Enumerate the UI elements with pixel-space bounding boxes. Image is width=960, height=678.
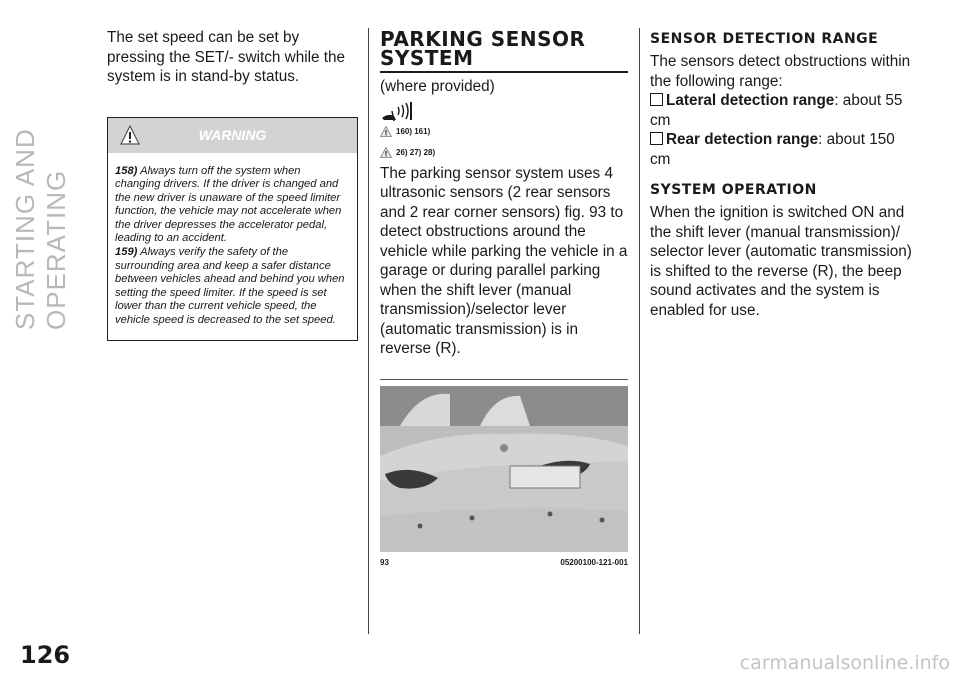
section-heading: PARKING SENSOR SYSTEM: [380, 30, 628, 73]
warning-header: [108, 118, 357, 153]
parking-sensor-icon: [380, 101, 414, 123]
range-label: Lateral detection range: [666, 92, 835, 109]
checkbox-bullet-icon: [650, 93, 663, 106]
warning-item-number: 159): [115, 246, 138, 259]
icon-row: [380, 101, 630, 123]
column-middle: [380, 28, 630, 567]
intro-paragraph: The set speed can be set by pressing the SET/- switch while the system is in stand-by status.: [107, 29, 346, 85]
warning-item-text: Always turn off the system when changing drivers. If the driver is changed and the new driver is unaware of the speed limiter function, the vehicle may not accelerate when the driver depresses the accelerator pedal, leading to an accident.: [115, 164, 342, 245]
description-paragraph: The parking sensor system uses 4 ultrasonic sensors (2 rear sensors and 2 rear corner sensors) fig. 93 to detect obstructions around the vehicle while parking the vehicle in a garage or during parallel parking when the shift lever (manual transmission)/selector lever (automatic transmission) is in reverse (R).: [380, 164, 628, 357]
where-provided-note: (where provided): [380, 78, 495, 95]
warning-item-text: Always verify the safety of the surrounding area and keep a safer distance between vehicles ahead and behind you when setting the speed limiter. If the speed is set lower than the current vehicle speed, the vehicle speed is decreased to the set speed.: [115, 246, 345, 327]
warning-triangle-icon: [120, 125, 140, 145]
figure-number: 93: [380, 557, 389, 567]
intro-paragraph: The sensors detect obstructions within the following range:: [650, 53, 911, 90]
caution-triangle-icon: [380, 147, 392, 158]
page-number: 126: [20, 641, 71, 669]
section-heading: SYSTEM OPERATION: [650, 182, 817, 198]
section-side-title: STARTING AND OPERATING: [10, 128, 71, 330]
figure: [380, 379, 628, 567]
range-item: [650, 130, 912, 169]
car-rear-photo: [380, 386, 628, 552]
warning-item: [115, 165, 349, 247]
range-value: : about 150 cm: [650, 131, 895, 168]
warning-title: WARNING: [198, 126, 267, 143]
warning-triangle-icon: [380, 126, 392, 137]
column-divider: [639, 28, 640, 634]
range-item: [650, 91, 912, 130]
reference-text: 26) 27) 28): [396, 147, 436, 157]
reference-text: 160) 161): [396, 126, 431, 136]
column-divider: [368, 28, 369, 634]
column-left: [107, 28, 357, 341]
warning-item-number: 158): [115, 164, 138, 177]
range-value: : about 55 cm: [650, 92, 903, 129]
warning-body: [108, 153, 357, 340]
column-right: [650, 28, 912, 320]
warning-item: [115, 246, 349, 328]
figure-code: 05200100-121-001: [560, 557, 628, 567]
section-heading: SENSOR DETECTION RANGE: [650, 31, 879, 47]
watermark: carmanualsonline.info: [739, 652, 950, 674]
operation-paragraph: When the ignition is switched ON and the shift lever (manual transmission)/ selector lever (automatic transmission) is shifted to the reverse (R), the beep sound activates and the system is enabled for use.: [650, 204, 912, 319]
range-label: Rear detection range: [666, 131, 819, 148]
figure-caption: [380, 558, 628, 567]
warning-box: [107, 117, 358, 341]
reference-line: [380, 126, 630, 137]
checkbox-bullet-icon: [650, 132, 663, 145]
reference-line: [380, 147, 630, 158]
